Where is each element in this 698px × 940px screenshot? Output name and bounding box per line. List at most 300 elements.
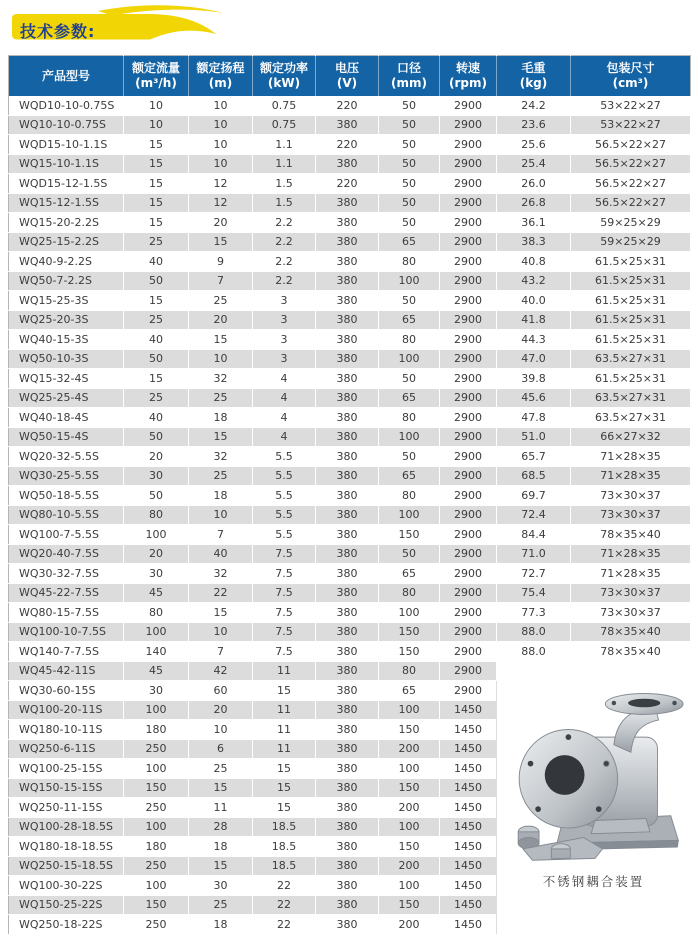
table-row	[9, 213, 691, 233]
table-cell: 80	[379, 583, 440, 603]
table-cell: 1.5	[253, 174, 316, 194]
table-cell: 100	[379, 700, 440, 720]
table-cell: WQD15-10-1.1S	[9, 135, 124, 155]
table-cell: 2900	[440, 447, 497, 467]
table-cell: WQ180-10-11S	[9, 720, 124, 740]
table-cell: 15	[189, 603, 253, 623]
table-cell: 2900	[440, 213, 497, 233]
table-cell: 100	[124, 759, 189, 779]
table-row	[9, 525, 691, 545]
table-row	[9, 661, 691, 681]
table-cell: 1450	[440, 837, 497, 857]
table-cell: WQ100-25-15S	[9, 759, 124, 779]
table-cell: 11	[253, 720, 316, 740]
table-cell: 63.5×27×31	[571, 349, 691, 369]
table-cell: 2900	[440, 115, 497, 135]
table-cell: WQ250-18-22S	[9, 915, 124, 935]
table-cell: 380	[316, 291, 379, 311]
table-row	[9, 505, 691, 525]
table-cell: 50	[379, 369, 440, 389]
table-cell: 15	[124, 291, 189, 311]
product-image-caption: 不锈钢耦合装置	[542, 873, 645, 889]
table-cell: 63.5×27×31	[571, 408, 691, 428]
table-cell: 9	[189, 252, 253, 272]
table-cell: 59×25×29	[571, 213, 691, 233]
table-cell: 42	[189, 661, 253, 681]
table-cell: 15	[124, 154, 189, 174]
table-cell: 7.5	[253, 564, 316, 584]
table-cell: 15	[189, 330, 253, 350]
table-cell: 1450	[440, 778, 497, 798]
table-row	[9, 603, 691, 623]
table-cell: 1.1	[253, 135, 316, 155]
table-cell: 150	[379, 622, 440, 642]
table-cell: 69.7	[497, 486, 571, 506]
table-cell: 40.8	[497, 252, 571, 272]
table-cell: WQ30-60-15S	[9, 681, 124, 701]
table-cell: 53×22×27	[571, 115, 691, 135]
table-cell: WQ100-20-11S	[9, 700, 124, 720]
table-cell: 15	[253, 759, 316, 779]
table-cell: 380	[316, 642, 379, 662]
table-cell: 380	[316, 798, 379, 818]
table-cell: 380	[316, 213, 379, 233]
table-cell: 50	[124, 486, 189, 506]
spec-table-body	[9, 96, 691, 934]
table-cell: 150	[124, 895, 189, 915]
table-row	[9, 369, 691, 389]
column-header: 包装尺寸 (cm³)	[571, 56, 691, 97]
table-cell: 71.0	[497, 544, 571, 564]
table-cell: 6	[189, 739, 253, 759]
table-cell: 15	[124, 174, 189, 194]
table-cell: 25	[124, 232, 189, 252]
table-cell: WQ40-15-3S	[9, 330, 124, 350]
table-cell: 61.5×25×31	[571, 310, 691, 330]
table-cell: 25	[189, 388, 253, 408]
table-cell: 80	[379, 252, 440, 272]
table-row	[9, 408, 691, 428]
table-cell: 22	[253, 915, 316, 935]
table-row	[9, 232, 691, 252]
table-cell: 150	[379, 778, 440, 798]
table-cell: WQ30-25-5.5S	[9, 466, 124, 486]
table-cell: 15	[189, 856, 253, 876]
table-cell: 2900	[440, 252, 497, 272]
table-cell: 2900	[440, 369, 497, 389]
table-cell: 380	[316, 739, 379, 759]
table-cell: 380	[316, 193, 379, 213]
table-cell: 380	[316, 115, 379, 135]
table-cell: 18.5	[253, 817, 316, 837]
table-cell: WQ250-11-15S	[9, 798, 124, 818]
table-cell: WQ25-20-3S	[9, 310, 124, 330]
table-cell: 32	[189, 447, 253, 467]
table-cell: 50	[124, 271, 189, 291]
table-cell: 11	[253, 700, 316, 720]
table-cell: 51.0	[497, 427, 571, 447]
table-cell: 380	[316, 408, 379, 428]
table-cell: 380	[316, 310, 379, 330]
table-cell: 380	[316, 427, 379, 447]
table-cell: 2900	[440, 583, 497, 603]
table-cell: WQ10-10-0.75S	[9, 115, 124, 135]
table-cell: 2900	[440, 661, 497, 681]
table-cell: 100	[379, 603, 440, 623]
table-cell: 18	[189, 408, 253, 428]
table-cell: 59×25×29	[571, 232, 691, 252]
table-cell: 140	[124, 642, 189, 662]
table-cell: 65.7	[497, 447, 571, 467]
table-cell: 380	[316, 837, 379, 857]
table-cell: 380	[316, 447, 379, 467]
table-row	[9, 154, 691, 174]
table-cell: 2900	[440, 310, 497, 330]
table-cell: WQ140-7-7.5S	[9, 642, 124, 662]
table-cell: 2900	[440, 486, 497, 506]
table-cell: 150	[379, 895, 440, 915]
table-cell: 1.5	[253, 193, 316, 213]
table-row	[9, 135, 691, 155]
table-cell: 3	[253, 330, 316, 350]
table-cell: 20	[189, 700, 253, 720]
table-cell: 75.4	[497, 583, 571, 603]
column-header: 口径 (mm)	[379, 56, 440, 97]
table-cell: 56.5×22×27	[571, 135, 691, 155]
table-cell: 2900	[440, 603, 497, 623]
table-cell: 250	[124, 798, 189, 818]
table-cell: 4	[253, 427, 316, 447]
table-cell: 15	[253, 681, 316, 701]
table-cell: WQ20-32-5.5S	[9, 447, 124, 467]
table-cell: 150	[379, 720, 440, 740]
table-cell: 47.8	[497, 408, 571, 428]
table-cell: 1450	[440, 700, 497, 720]
table-cell: 66×27×32	[571, 427, 691, 447]
table-cell: 61.5×25×31	[571, 291, 691, 311]
table-cell: 200	[379, 739, 440, 759]
table-cell: 30	[124, 564, 189, 584]
table-cell: 65	[379, 388, 440, 408]
table-cell: 40	[124, 330, 189, 350]
table-cell: 11	[253, 739, 316, 759]
table-cell: 80	[379, 486, 440, 506]
table-cell: WQ250-15-18.5S	[9, 856, 124, 876]
table-cell: WQ150-25-22S	[9, 895, 124, 915]
table-cell: 50	[379, 193, 440, 213]
table-cell: 10	[189, 349, 253, 369]
table-cell: 100	[379, 759, 440, 779]
table-cell: 30	[124, 681, 189, 701]
table-cell: 380	[316, 876, 379, 896]
table-cell: 26.0	[497, 174, 571, 194]
table-row	[9, 466, 691, 486]
table-cell: 380	[316, 369, 379, 389]
table-row	[9, 564, 691, 584]
table-cell: WQ45-22-7.5S	[9, 583, 124, 603]
table-cell: 78×35×40	[571, 642, 691, 662]
table-cell: 2.2	[253, 213, 316, 233]
table-cell: 380	[316, 778, 379, 798]
table-cell: 71×28×35	[571, 447, 691, 467]
table-cell: 1450	[440, 856, 497, 876]
table-cell: 2900	[440, 349, 497, 369]
table-cell: 100	[379, 817, 440, 837]
table-cell: 150	[379, 837, 440, 857]
table-cell: 10	[124, 115, 189, 135]
table-cell: 50	[379, 154, 440, 174]
table-cell: 39.8	[497, 369, 571, 389]
spec-table-container	[8, 55, 691, 935]
table-cell: 4	[253, 408, 316, 428]
table-cell: 380	[316, 583, 379, 603]
table-cell: 2900	[440, 681, 497, 701]
table-cell: 7	[189, 525, 253, 545]
table-cell: 25.4	[497, 154, 571, 174]
table-cell: 7.5	[253, 642, 316, 662]
table-cell: 2900	[440, 174, 497, 194]
table-row	[9, 349, 691, 369]
table-cell: 22	[253, 895, 316, 915]
table-cell: 72.4	[497, 505, 571, 525]
table-cell: 50	[379, 213, 440, 233]
table-cell: 50	[379, 174, 440, 194]
table-cell: 100	[379, 349, 440, 369]
table-cell: 68.5	[497, 466, 571, 486]
table-cell: 20	[124, 544, 189, 564]
table-cell: WQD10-10-0.75S	[9, 96, 124, 115]
page-title: 技术参数:	[20, 22, 96, 41]
table-cell: 47.0	[497, 349, 571, 369]
table-cell: WQ15-25-3S	[9, 291, 124, 311]
table-cell: 28	[189, 817, 253, 837]
table-cell: 100	[124, 700, 189, 720]
table-cell: 380	[316, 759, 379, 779]
table-cell: WQ50-10-3S	[9, 349, 124, 369]
table-cell: 1450	[440, 720, 497, 740]
table-cell: WQ25-15-2.2S	[9, 232, 124, 252]
table-cell: 380	[316, 154, 379, 174]
table-cell: 50	[379, 447, 440, 467]
table-cell: 80	[379, 408, 440, 428]
table-cell: WQ100-28-18.5S	[9, 817, 124, 837]
table-cell: 0.75	[253, 96, 316, 115]
table-cell: 22	[189, 583, 253, 603]
table-cell: 2900	[440, 388, 497, 408]
table-cell: 100	[379, 505, 440, 525]
table-cell: 15	[124, 193, 189, 213]
table-cell: 380	[316, 700, 379, 720]
table-cell: 180	[124, 720, 189, 740]
table-cell: 65	[379, 466, 440, 486]
table-cell: 15	[189, 778, 253, 798]
table-cell: 2900	[440, 622, 497, 642]
table-row	[9, 115, 691, 135]
table-cell: 56.5×22×27	[571, 174, 691, 194]
table-cell: 380	[316, 681, 379, 701]
table-cell: 44.3	[497, 330, 571, 350]
column-header: 电压 (V)	[316, 56, 379, 97]
table-cell: 2900	[440, 642, 497, 662]
table-cell: 10	[189, 720, 253, 740]
table-cell: 50	[124, 427, 189, 447]
table-cell: 25	[189, 895, 253, 915]
table-cell: 30	[124, 466, 189, 486]
column-header: 额定扬程 (m)	[189, 56, 253, 97]
table-cell: 250	[124, 915, 189, 935]
table-row	[9, 427, 691, 447]
table-cell: 2900	[440, 154, 497, 174]
table-cell: 100	[379, 876, 440, 896]
table-cell: WQ15-10-1.1S	[9, 154, 124, 174]
table-cell: 15	[124, 135, 189, 155]
table-row	[9, 193, 691, 213]
table-row	[9, 96, 691, 115]
table-cell: 80	[379, 661, 440, 681]
table-cell: 22	[253, 876, 316, 896]
table-cell: 380	[316, 603, 379, 623]
table-cell: 10	[189, 505, 253, 525]
table-cell: 7.5	[253, 622, 316, 642]
table-cell: 1450	[440, 817, 497, 837]
column-header: 转速 (rpm)	[440, 56, 497, 97]
section-banner	[2, 2, 242, 50]
table-row	[9, 642, 691, 662]
table-cell: 3	[253, 291, 316, 311]
table-cell: 220	[316, 174, 379, 194]
table-cell: WQ25-25-4S	[9, 388, 124, 408]
table-cell: 3	[253, 349, 316, 369]
table-cell: 380	[316, 544, 379, 564]
table-cell: 10	[189, 96, 253, 115]
table-cell: 100	[124, 876, 189, 896]
table-row	[9, 447, 691, 467]
table-cell: 50	[379, 96, 440, 115]
column-header: 额定流量 (m³/h)	[124, 56, 189, 97]
table-cell: 25	[124, 388, 189, 408]
table-cell: 12	[189, 174, 253, 194]
table-cell: 2900	[440, 505, 497, 525]
table-cell: 18.5	[253, 837, 316, 857]
table-cell: 11	[189, 798, 253, 818]
table-cell: WQ30-32-7.5S	[9, 564, 124, 584]
table-cell: WQ100-30-22S	[9, 876, 124, 896]
table-cell: 380	[316, 525, 379, 545]
table-cell: 20	[124, 447, 189, 467]
table-cell: 5.5	[253, 525, 316, 545]
table-cell: 250	[124, 739, 189, 759]
table-cell: 150	[379, 642, 440, 662]
table-cell: 380	[316, 505, 379, 525]
table-cell: 65	[379, 681, 440, 701]
table-cell: 61.5×25×31	[571, 330, 691, 350]
table-cell: 380	[316, 388, 379, 408]
table-row	[9, 388, 691, 408]
table-cell: 10	[189, 135, 253, 155]
table-cell: 0.75	[253, 115, 316, 135]
table-cell: 1450	[440, 876, 497, 896]
table-cell: 63.5×27×31	[571, 388, 691, 408]
table-cell: 15	[253, 798, 316, 818]
column-header: 毛重 (kg)	[497, 56, 571, 97]
table-cell: 18	[189, 486, 253, 506]
table-cell: 40.0	[497, 291, 571, 311]
table-row	[9, 622, 691, 642]
table-cell: 38.3	[497, 232, 571, 252]
column-header: 产品型号	[9, 56, 124, 97]
table-cell: 32	[189, 369, 253, 389]
stainless-pump-image	[504, 668, 684, 864]
table-cell: WQ15-12-1.5S	[9, 193, 124, 213]
table-cell: 100	[379, 271, 440, 291]
table-cell: 1450	[440, 915, 497, 935]
table-row	[9, 486, 691, 506]
table-cell: 40	[189, 544, 253, 564]
table-cell: 2900	[440, 408, 497, 428]
table-cell: 380	[316, 252, 379, 272]
table-cell: 2900	[440, 564, 497, 584]
table-row	[9, 583, 691, 603]
table-cell: 100	[124, 525, 189, 545]
table-cell: 50	[379, 291, 440, 311]
table-cell: 5.5	[253, 505, 316, 525]
table-cell: 4	[253, 388, 316, 408]
table-cell: 1450	[440, 759, 497, 779]
table-cell: 380	[316, 661, 379, 681]
table-cell: 77.3	[497, 603, 571, 623]
table-cell: WQ250-6-11S	[9, 739, 124, 759]
table-cell: 100	[124, 817, 189, 837]
table-cell: 380	[316, 622, 379, 642]
table-cell: 15	[124, 369, 189, 389]
table-header-row	[9, 56, 691, 97]
product-image-cell	[497, 661, 691, 934]
table-cell: 18	[189, 915, 253, 935]
table-cell: 80	[124, 505, 189, 525]
table-cell: 380	[316, 349, 379, 369]
table-cell: 43.2	[497, 271, 571, 291]
table-cell: 18	[189, 837, 253, 857]
table-cell: 2900	[440, 544, 497, 564]
table-cell: 61.5×25×31	[571, 252, 691, 272]
table-cell: 10	[189, 154, 253, 174]
table-cell: 380	[316, 895, 379, 915]
table-cell: 380	[316, 232, 379, 252]
table-cell: 88.0	[497, 642, 571, 662]
table-cell: 25	[124, 310, 189, 330]
table-cell: 380	[316, 817, 379, 837]
table-cell: 4	[253, 369, 316, 389]
table-cell: WQ15-32-4S	[9, 369, 124, 389]
table-cell: 50	[379, 135, 440, 155]
table-cell: 1.1	[253, 154, 316, 174]
table-cell: 30	[189, 876, 253, 896]
table-cell: 5.5	[253, 466, 316, 486]
table-cell: WQ50-7-2.2S	[9, 271, 124, 291]
table-cell: 56.5×22×27	[571, 154, 691, 174]
table-cell: 65	[379, 310, 440, 330]
table-cell: WQ50-15-4S	[9, 427, 124, 447]
table-cell: 25	[189, 291, 253, 311]
table-cell: 15	[124, 213, 189, 233]
table-cell: 5.5	[253, 486, 316, 506]
table-cell: 180	[124, 837, 189, 857]
table-cell: 56.5×22×27	[571, 193, 691, 213]
table-cell: 71×28×35	[571, 564, 691, 584]
table-cell: 2900	[440, 271, 497, 291]
table-cell: WQ20-40-7.5S	[9, 544, 124, 564]
table-cell: 84.4	[497, 525, 571, 545]
